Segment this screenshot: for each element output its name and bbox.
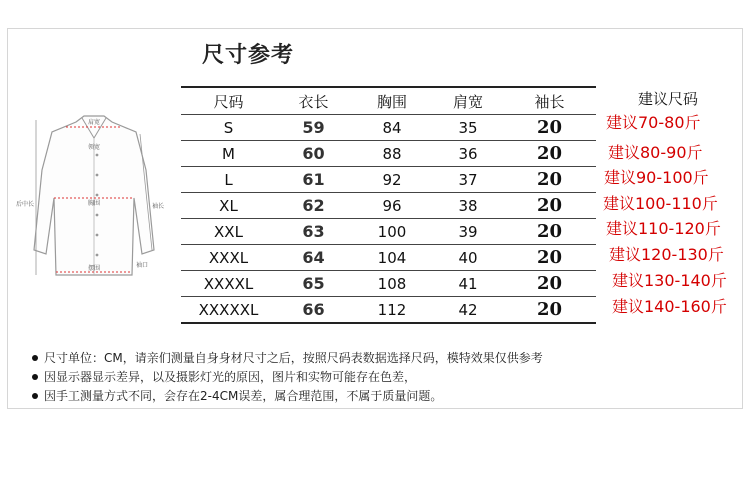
bullet-icon [32,393,38,399]
cell-size: XXXXXL [198,300,259,319]
note-item [32,348,543,367]
cell-length: 66 [302,300,325,319]
diagram-label-chest: 胸围 [87,200,101,207]
note-item [32,386,543,405]
cell-length: 63 [302,222,325,241]
cell-sleeve: 20 [536,247,563,268]
recommend-text: 建议70-80斤 [606,113,701,132]
cell-size: M [222,144,235,163]
note-text: 因显示器显示差异，以及摄影灯光的原因，图片和实物可能存在色差， [44,370,417,384]
cell-shoulder: 37 [458,170,478,189]
cell-shoulder: 42 [458,300,478,319]
table-header [181,88,596,115]
cell-shoulder: 40 [458,248,478,267]
table-row [181,245,596,271]
recommend-text: 建议80-90斤 [608,143,703,162]
cell-chest: 96 [382,196,402,215]
page-title: 尺寸参考 [202,43,295,68]
cell-sleeve: 20 [536,221,563,242]
table-row [181,115,596,141]
note-text: 因手工测量方式不同，会存在2-4CM误差，属合理范围，不属于质量问题。 [44,389,443,403]
size-table [181,86,596,324]
table-row [181,219,596,245]
header-sleeve: 袖长 [534,92,565,111]
diagram-label-shoulder: 肩宽 [87,119,101,126]
table-row [181,193,596,219]
header-size: 尺码 [213,92,244,111]
shirt-diagram [14,110,174,285]
cell-size: L [224,170,233,189]
note-text: 尺寸单位：CM，请亲们测量自身身材尺寸之后，按照尺码表数据选择尺码，模特效果仅供参考 [44,351,543,365]
cell-shoulder: 38 [458,196,478,215]
cell-shoulder: 35 [458,118,478,137]
diagram-label-hem: 摆围 [87,265,101,272]
cell-size: XXL [214,222,243,241]
header-chest: 胸围 [376,92,407,111]
cell-length: 64 [302,248,325,267]
cell-chest: 88 [382,144,402,163]
table-row [181,297,596,322]
table-row [181,271,596,297]
diagram-label-sleeve: 袖长 [152,203,165,210]
cell-size: XL [219,196,238,215]
cell-shoulder: 41 [458,274,478,293]
cell-sleeve: 20 [536,195,563,216]
cell-size: S [223,118,234,137]
recommend-text: 建议120-130斤 [609,245,724,264]
cell-length: 60 [302,144,325,163]
cell-length: 59 [302,118,325,137]
cell-size: XXXXL [203,274,254,293]
bullet-icon [32,374,38,380]
recommend-text: 建议100-110斤 [603,194,718,213]
cell-sleeve: 20 [536,117,563,138]
recommend-text: 建议90-100斤 [604,168,709,187]
cell-sleeve: 20 [536,143,563,164]
header-length: 衣长 [298,92,329,111]
notes-list [32,348,543,405]
cell-length: 65 [302,274,325,293]
cell-shoulder: 36 [458,144,478,163]
cell-size: XXXL [208,248,249,267]
cell-chest: 108 [377,274,407,293]
recommend-text: 建议110-120斤 [606,219,721,238]
note-item [32,367,543,386]
diagram-label-collar: 领宽 [87,144,101,151]
table-row [181,167,596,193]
cell-sleeve: 20 [536,273,563,294]
cell-length: 62 [302,196,325,215]
cell-shoulder: 39 [458,222,478,241]
diagram-label-cuff: 袖口 [136,262,149,269]
cell-chest: 92 [382,170,402,189]
cell-sleeve: 20 [536,169,563,190]
recommend-text: 建议130-140斤 [612,271,727,290]
recommend-text: 建议140-160斤 [612,297,727,316]
cell-chest: 112 [377,300,407,319]
header-recommend: 建议尺码 [638,90,699,108]
cell-chest: 100 [377,222,407,241]
diagram-label-back-length: 后中长 [16,201,35,208]
bullet-icon [32,355,38,361]
header-shoulder: 肩宽 [452,92,483,111]
table-row [181,141,596,167]
cell-chest: 84 [382,118,402,137]
cell-sleeve: 20 [536,299,563,320]
cell-chest: 104 [377,248,407,267]
cell-length: 61 [302,170,325,189]
